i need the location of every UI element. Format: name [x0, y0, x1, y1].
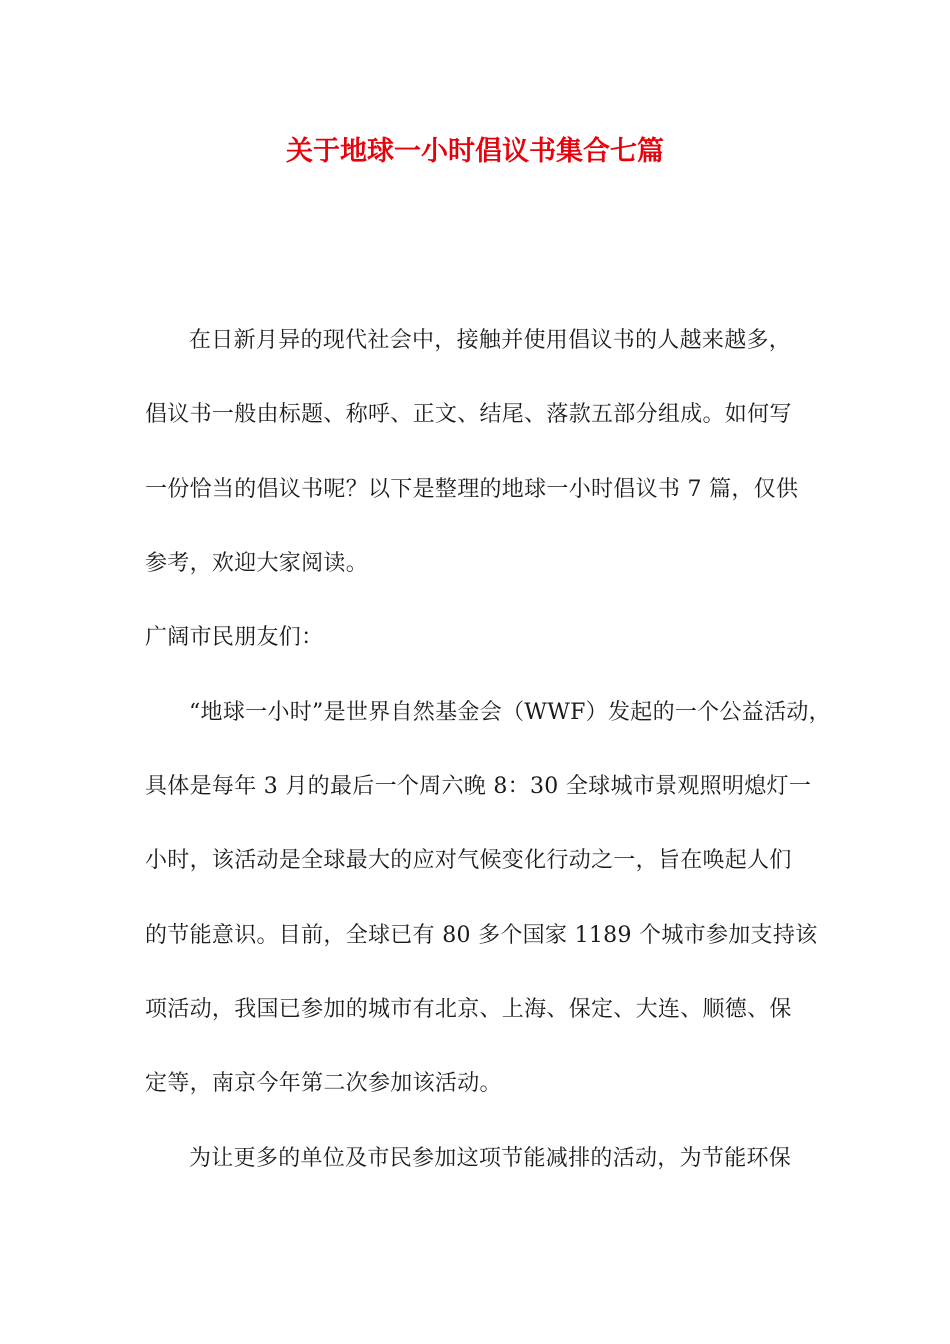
paragraph-intro-line-4: 参考，欢迎大家阅读。 [145, 551, 369, 576]
paragraph-body-line-6: 定等，南京今年第二次参加该活动。 [145, 1071, 502, 1096]
paragraph-next-line-1: 为让更多的单位及市民参加这项节能减排的活动，为节能环保 [189, 1146, 792, 1171]
paragraph-body-line-3: 小时，该活动是全球最大的应对气候变化行动之一，旨在唤起人们 [145, 848, 792, 873]
paragraph-body-line-1: “地球一小时”是世界自然基金会（WWF）发起的一个公益活动， [189, 700, 831, 725]
paragraph-body-line-5: 项活动，我国已参加的城市有北京、上海、保定、大连、顺德、保 [145, 997, 792, 1022]
paragraph-intro-line-1: 在日新月异的现代社会中，接触并使用倡议书的人越来越多， [189, 328, 792, 353]
paragraph-body-line-2: 具体是每年 3 月的最后一个周六晚 8：30 全球城市景观照明熄灯一 [145, 774, 812, 799]
paragraph-body-line-4: 的节能意识。目前，全球已有 80 多个国家 1189 个城市参加支持该 [145, 923, 818, 948]
document-title: 关于地球一小时倡议书集合七篇 [286, 136, 664, 167]
paragraph-intro-line-2: 倡议书一般由标题、称呼、正文、结尾、落款五部分组成。如何写 [145, 402, 792, 427]
paragraph-intro-line-3: 一份恰当的倡议书呢？以下是整理的地球一小时倡议书 7 篇，仅供 [145, 477, 799, 502]
salutation: 广阔市民朋友们： [145, 625, 324, 650]
